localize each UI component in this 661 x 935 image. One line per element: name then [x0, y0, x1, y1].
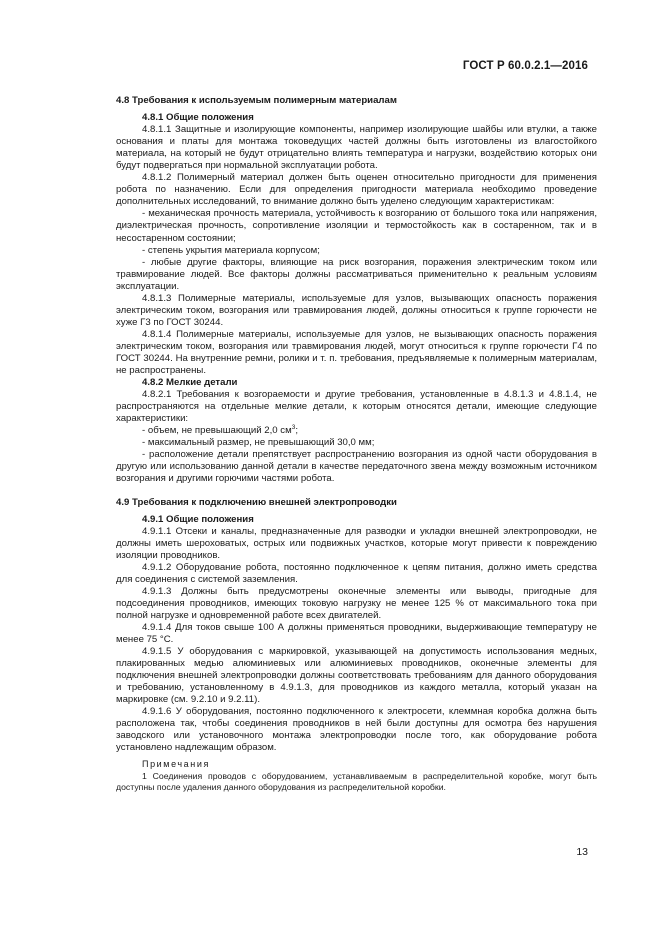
paragraph: 4.8.2.1 Требования к возгораемости и другие требования, установленные в 4.8.1.3 и 4.8.1.4, не распространяются на отдельные мелкие детали, к которым относятся детали, имеющие следующие характеристики: [116, 389, 597, 425]
paragraph: 4.8.1.2 Полимерный материал должен быть оценен относительно пригодности для применения робота по назначению. Если для определения пригодности материала необходимо проведение дополнительных исследований, то внимание должно быть уделено следующим характеристикам: [116, 172, 597, 208]
note-text: 1 Соединения проводов с оборудованием, устанавливаемым в распределительной коробке, могут быть доступны после удаления данного оборудования из распределительной коробки. [116, 770, 597, 792]
list-item [116, 425, 597, 437]
subsection-heading: 4.8.2 Мелкие детали [142, 377, 238, 389]
document-header: ГОСТ Р 60.0.2.1—2016 [462, 60, 588, 72]
superscript: 3 [291, 424, 296, 432]
page-number: 13 [576, 846, 588, 858]
list-item: - степень укрытия материала корпусом; [142, 244, 320, 256]
paragraph: 4.9.1.2 Оборудование робота, постоянно подключенное к цепям питания, должно иметь средства для соединения с системой заземления. [116, 561, 597, 585]
list-item: - механическая прочность материала, устойчивость к возгоранию от большого тока или напряжения, диэлектрическая прочность, сопротивление изоляции и термостойкость как в состаренном, так и в несостаренном состоянии; [116, 208, 597, 244]
paragraph: 4.9.1.3 Должны быть предусмотрены оконечные элементы или выводы, пригодные для подсоединения проводников, имеющих токовую нагрузку не менее 125 % от максимального тока при полной нагрузке и одновременной работе всех двигателей. [116, 585, 597, 621]
list-item: - расположение детали препятствует распространению возгорания из одной части оборудования в другую или использованию данной детали в качестве передаточного звена между возможным источником возгорания и другими горючими частями робота. [116, 449, 597, 485]
note-heading: Примечания [142, 759, 210, 770]
list-item: - максимальный размер, не превышающий 30,0 мм; [142, 437, 375, 449]
section-heading: 4.9 Требования к подключению внешней электропроводки [116, 496, 397, 508]
paragraph: 4.8.1.1 Защитные и изолирующие компоненты, например изолирующие шайбы или втулки, а также основания и платы для монтажа токоведущих частей должны быть изготовлены из влагостойкого материала, на который не будут отрицательно влиять температура и нагрузки, воздействию которых они будут подвергаться при нормальной эксплуатации робота. [116, 124, 597, 172]
paragraph: 4.9.1.6 У оборудования, постоянно подключенного к электросети, клеммная коробка должна быть расположена так, чтобы соединения проводников в ней были доступны для осмотра без нарушения заводского или установочного монтажа электропроводки после того, как оборудование робота установлено надлежащим образом. [116, 706, 597, 754]
paragraph: 4.9.1.5 У оборудования с маркировкой, указывающей на допустимость использования медных, плакированных медью алюминиевых или алюминиевых проводников, оконечные элементы для подключения внешней электропроводки должны соответствовать требованиям для данного оборудования и требованию, установленному в 4.9.1.3, для проводников из каждого металла, который указан на маркировке (см. 9.2.10 и 9.2.11). [116, 646, 597, 706]
paragraph: 4.8.1.3 Полимерные материалы, используемые для узлов, вызывающих опасность поражения электрическим током, возгорания или травмирования людей, должны относиться к группе горючести не хуже Г3 по ГОСТ 30244. [116, 292, 597, 328]
list-item-end: ; [295, 425, 298, 437]
list-item-text: - объем, не превышающий 2,0 см [142, 425, 292, 437]
paragraph: 4.9.1.4 Для токов свыше 100 А должны применяться проводники, выдерживающие температуру не менее 75 °С. [116, 621, 597, 646]
paragraph: 4.9.1.1 Отсеки и каналы, предназначенные для разводки и укладки внешней электропроводки, не должны иметь шероховатых, острых или подвижных участков, которые могут привести к повреждению изоляции проводников. [116, 525, 597, 561]
list-item: - любые другие факторы, влияющие на риск возгорания, поражения электрическим током или травмирование людей. Все факторы должны рассматриваться применительно к реальным условиям эксплуатации. [116, 256, 597, 292]
document-body [116, 95, 597, 793]
subsection-heading: 4.9.1 Общие положения [142, 513, 254, 525]
paragraph: 4.8.1.4 Полимерные материалы, используемые для узлов, не вызывающих опасность поражения электрическим током, возгорания или травмирования людей, могут относиться к группе горючести Г4 по ГОСТ 30244. На внутренние ремни, ролики и т. п. требования, предъявляемые к полимерным материалам, не распространены. [116, 328, 597, 377]
subsection-heading: 4.8.1 Общие положения [142, 112, 254, 124]
section-heading: 4.8 Требования к используемым полимерным материалам [116, 95, 397, 106]
